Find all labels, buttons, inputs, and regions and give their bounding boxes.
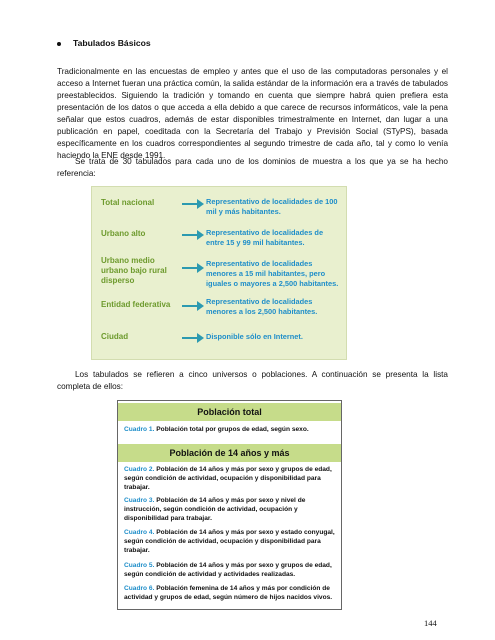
desc-urbano-medio: Representativo de localidades menores a 15 mil habitantes, pero iguales o mayores a 2,500 habitantes. [206,259,339,288]
paragraph-2: Se trata de 30 tabulados para cada uno de los dominios de muestra a los que ya se ha hecho referencia: [57,157,448,178]
domain-ciudad: Ciudad [101,332,129,341]
cuadro-text: Población de 14 años y más por sexo y grupos de edad, según condición de actividad, ocupación y disponibilidad para trabajar. [124,466,332,491]
cuadros-table [117,400,342,610]
cuadro-text: Población de 14 años y más por sexo y grupos de edad, según condición de actividad y actividades realizadas. [124,562,332,578]
arrow-icon [182,267,198,269]
cuadro-number: Cuadro 3. [124,497,155,504]
cuadro-item [124,561,337,579]
bullet-icon [57,42,61,46]
cuadro-item [124,496,337,523]
arrow-icon [182,203,198,205]
desc-entidad-federativa: Representativo de localidades menores a los 2,500 habitantes. [206,297,318,316]
cuadro-item [124,425,337,434]
domain-urbano-alto: Urbano alto [101,229,146,238]
cuadro-text: Población de 14 años y más por sexo y estado conyugal, según condición de actividad, ocupación y disponibilidad para trabajar. [124,529,335,554]
cuadro-number: Cuadro 6. [124,585,155,592]
desc-urbano-alto: Representativo de localidades de entre 15 y 99 mil habitantes. [206,228,324,247]
domain-entidad-federativa: Entidad federativa [101,300,171,309]
page-number: 144 [424,618,437,628]
arrow-icon [182,305,198,307]
cuadro-text: Población femenina de 14 años y más por condición de actividad y grupos de edad, según número de hijos nacidos vivos. [124,585,333,601]
domain-total-nacional: Total nacional [101,198,155,207]
sample-domains-diagram [91,186,347,360]
domain-urbano-medio: Urbano medio urbano bajo rural disperso [101,256,167,285]
cuadro-number: Cuadro 1. [124,426,155,433]
arrow-icon [182,337,198,339]
cuadro-number: Cuadro 5. [124,562,155,569]
cuadro-number: Cuadro 2. [124,466,155,473]
header-poblacion-14: Población de 14 años y más [118,444,341,462]
header-poblacion-total: Población total [118,403,341,421]
section-title: Tabulados Básicos [73,38,151,48]
cuadro-text: Población de 14 años y más por sexo y nivel de instrucción, según condición de actividad, ocupación y disponibilidad para trabajar. [124,497,306,522]
section-heading [57,38,151,48]
desc-total-nacional: Representativo de localidades de 100 mil y más habitantes. [206,197,338,216]
cuadro-item [124,528,337,555]
paragraph-3: Los tabulados se refieren a cinco universos o poblaciones. A continuación se presenta la lista completa de ellos: [57,370,448,391]
cuadro-number: Cuadro 4. [124,529,155,536]
cuadro-item [124,465,337,492]
cuadro-item [124,584,337,602]
paragraph-1: Tradicionalmente en las encuestas de empleo y antes que el uso de las computadoras personales y el acceso a Internet fueran una práctica común, la salida estándar de la información era a través de tabulados preestablecidos. Siguiendo la tradición y tomando en cuenta que siempre habrá quien prefiera esta presentación de los datos o que acceda a ella debido a que carece de recursos informáticos, vale la pena señalar que estos cuadros, además de estar disponibles trimestralmente en Internet, dan lugar a una publicación en papel, coeditada con la Secretaría del Trabajo y Previsión Social (STyPS), basada específicamente en los cuadros correspondientes al segundo trimestre de cada año, tal y como lo venía haciendo la ENE desde 1991. [57,67,448,160]
cuadro-text: Población total por grupos de edad, según sexo. [156,426,309,433]
desc-ciudad: Disponible sólo en Internet. [206,332,303,341]
arrow-icon [182,234,198,236]
